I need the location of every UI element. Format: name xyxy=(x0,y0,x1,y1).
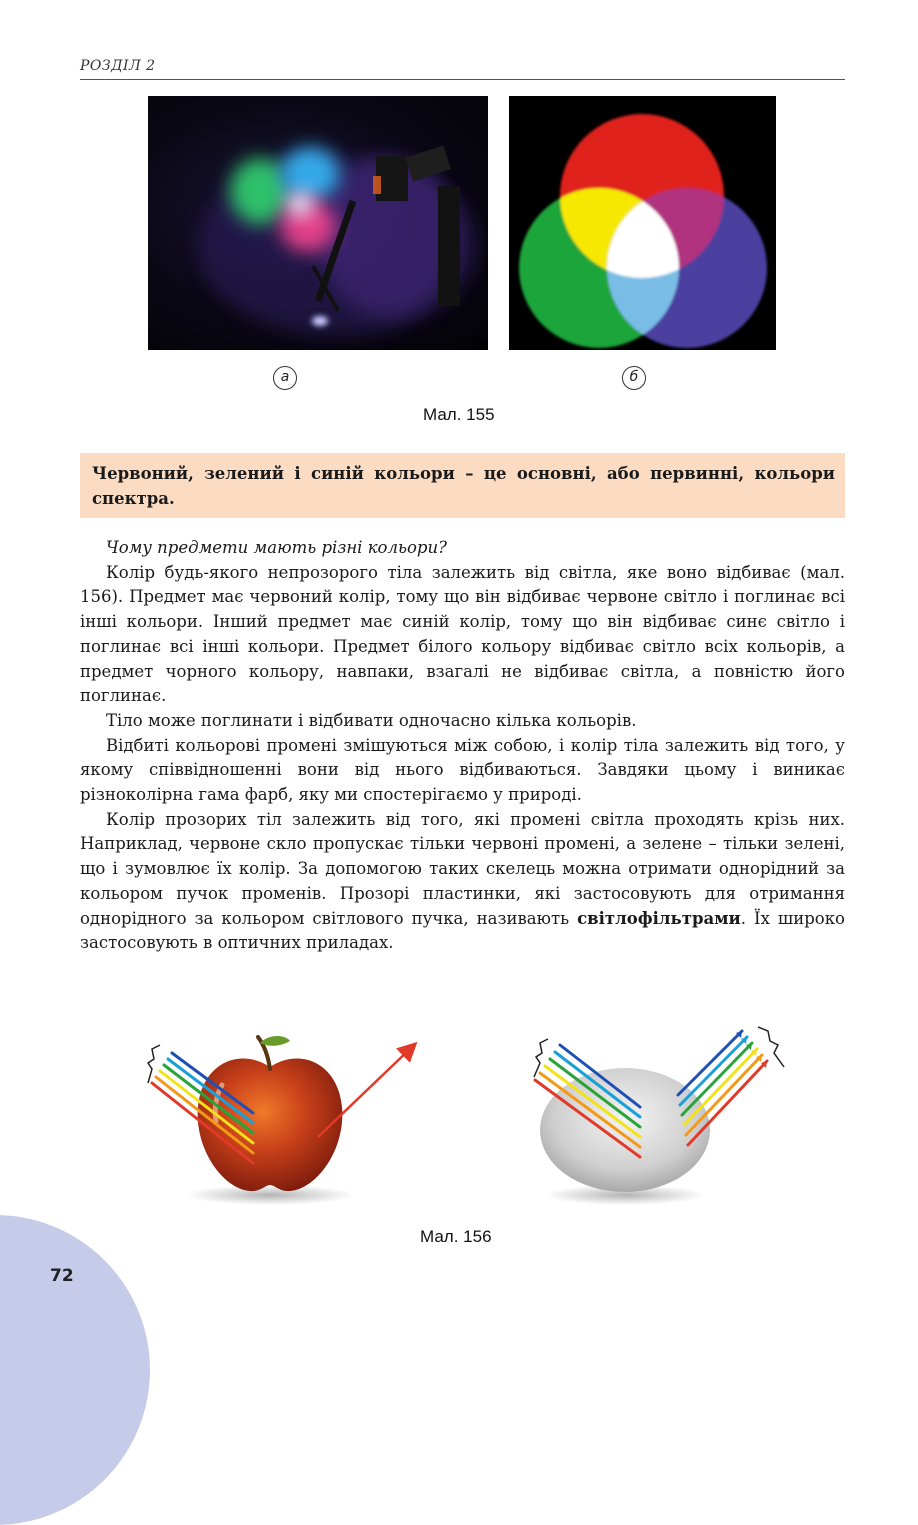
term-light-filters: світлофільтрами xyxy=(577,908,741,928)
apple-shadow xyxy=(185,1185,355,1205)
paragraph-1: Колір будь-якого непрозорого тіла залежить від світла, яке воно відбиває (мал. 156). Предмет має червоний колір, тому що він відбиває червоне світло і поглинає всі інші кольори. Інший предмет має синій колір, тому що він відбиває синє світло і поглинає всі інші кольори. Предмет білого кольору відбиває світло всіх кольорів, а предмет чорного кольору, навпаки, взагалі не відбиває світла, а повністю його поглинає. xyxy=(80,562,845,706)
figure-156-reflection xyxy=(130,1025,800,1215)
sublabel-b: б xyxy=(622,366,646,390)
figure-155-caption: Мал. 155 xyxy=(423,405,495,424)
white-reflected-brace xyxy=(758,1027,784,1067)
photo-additive-color-circles xyxy=(509,96,776,350)
question-heading: Чому предмети мають різні кольори? xyxy=(106,538,447,557)
header-divider xyxy=(80,79,845,80)
apple-leaf xyxy=(260,1036,290,1046)
paragraph-4-start: Колір прозорих тіл залежить від того, які промені світла проходять крізь них. Наприклад, червоне скло пропускає тільки червоні промені, а зелене – тільки зелені, що і зумовлює їх колір. За допомогою таких скелець можна отримати однорідний за кольором пучок променів. Прозорі пластинки, які застосовують для отримання однорідного за кольором світлового пучка, називають xyxy=(80,809,845,928)
projection-illustration xyxy=(148,96,488,350)
rgb-venn-diagram xyxy=(509,96,776,350)
main-text xyxy=(80,536,845,956)
figure-156-caption: Мал. 156 xyxy=(420,1227,492,1246)
page-corner-decoration xyxy=(0,1215,150,1525)
photo-rgb-projection xyxy=(148,96,488,350)
page-number: 72 xyxy=(50,1266,74,1286)
apple-group xyxy=(148,1036,412,1205)
reflection-illustration xyxy=(130,1025,800,1215)
section-header: РОЗДІЛ 2 xyxy=(80,58,156,74)
definition-box xyxy=(80,453,845,518)
definition-text: Червоний, зелений і синій кольори – це основні, або первинні, кольори спектра. xyxy=(92,464,835,508)
white-object-group xyxy=(534,1027,784,1205)
white-reflected-rays xyxy=(678,1031,767,1145)
white-incoming-brace xyxy=(534,1039,548,1077)
paragraph-4 xyxy=(80,808,845,956)
paragraph-4-end: . Їх широко застосовують в оптичних приладах. xyxy=(80,908,845,953)
paragraph-3: Відбиті кольорові промені змішуються між собою, і колір тіла залежить від того, у якому співвідношенні вони від нього відбиваються. Завдяки цьому і виникає різноколірна гама фарб, яку ми спостерігаємо у природі. xyxy=(80,735,845,805)
sublabel-a: а xyxy=(273,366,297,390)
paragraph-2: Тіло може поглинати і відбивати одночасно кілька кольорів. xyxy=(106,710,637,730)
